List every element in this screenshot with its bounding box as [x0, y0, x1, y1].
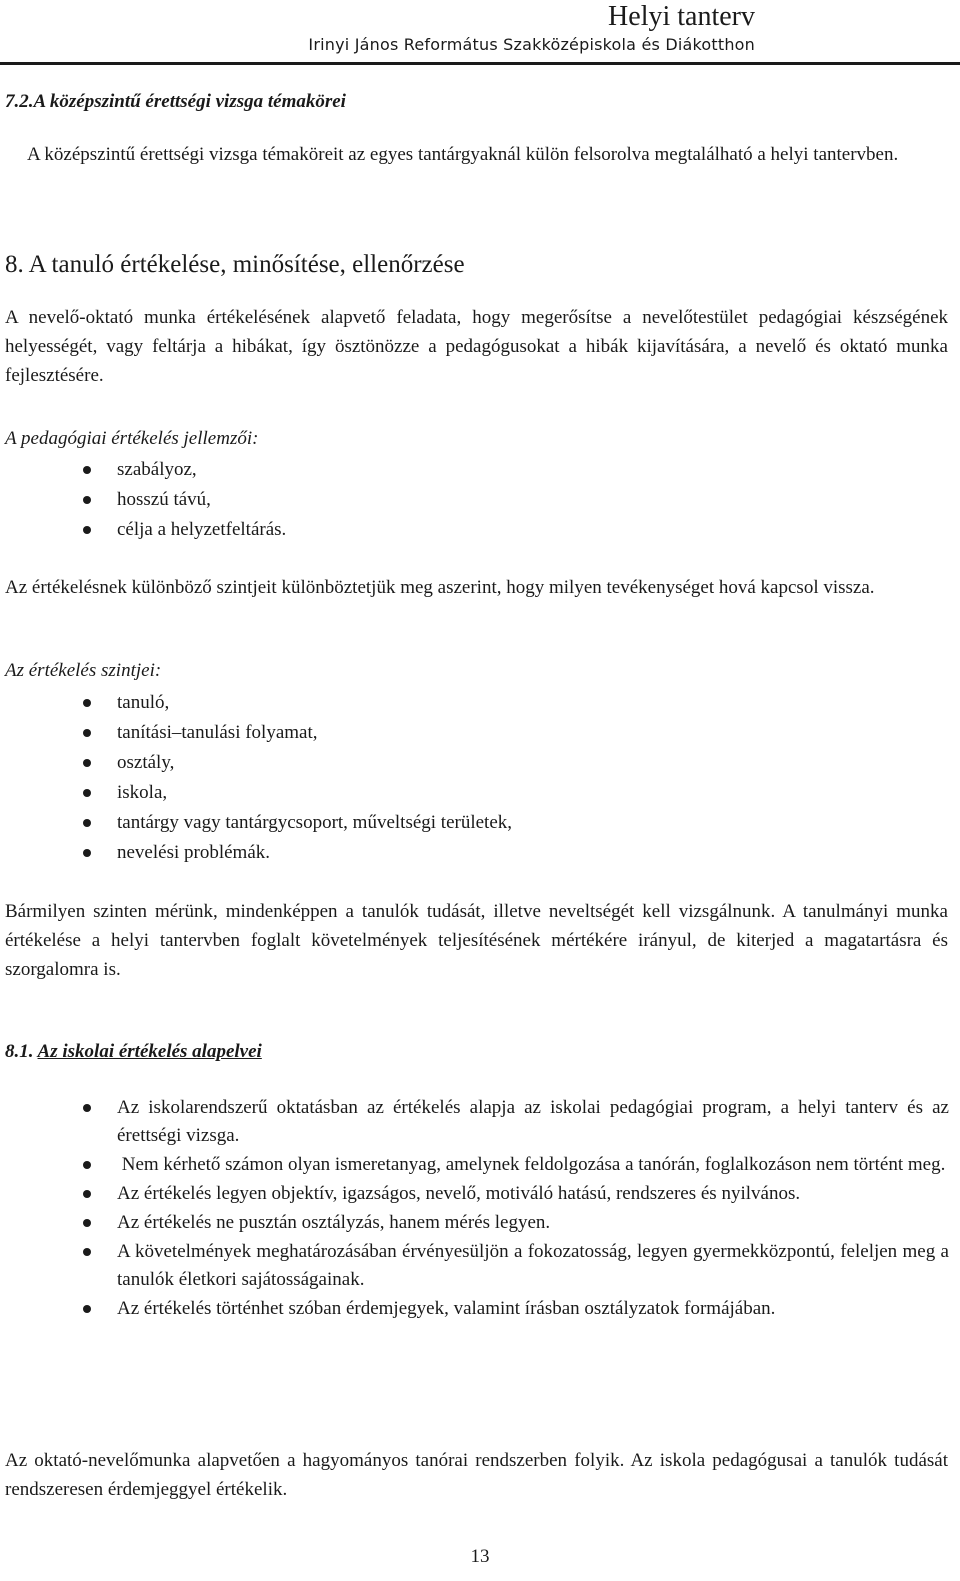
principles-list — [117, 1094, 949, 1324]
page-number: 13 — [470, 1546, 490, 1567]
list-item: nevelési problémák. — [117, 838, 947, 868]
bullet-icon — [83, 819, 91, 827]
header-subtitle: Irinyi János Református Szakközépiskola és Diákotthon — [308, 35, 755, 54]
bullet-icon — [83, 759, 91, 767]
list-item: iskola, — [117, 778, 947, 808]
bullet-icon — [83, 1190, 91, 1198]
list-item: Az értékelés legyen objektív, igazságos, nevelő, motiváló hatású, rendszeres és nyilvános. — [117, 1180, 949, 1208]
features-label: A pedagógiai értékelés jellemzői: — [5, 428, 259, 449]
bullet-icon — [83, 789, 91, 797]
list-item: tantárgy vagy tantárgycsoport, műveltségi területek, — [117, 808, 947, 838]
bullet-icon — [83, 729, 91, 737]
list-item: A követelmények meghatározásában érvényesüljön a fokozatosság, legyen gyermekközpontú, feleljen meg a tanulók életkori sajátosságainak. — [117, 1238, 949, 1294]
list-item: tanuló, — [117, 688, 947, 718]
bullet-icon — [83, 1219, 91, 1227]
bullet-icon — [83, 1305, 91, 1313]
features-list — [117, 455, 947, 545]
list-item: Nem kérhető számon olyan ismeretanyag, amelynek feldolgozása a tanórán, foglalkozáson nem történt meg. — [117, 1151, 949, 1179]
section-8-1-number: 8.1. — [5, 1041, 34, 1062]
list-item: tanítási–tanulási folyamat, — [117, 718, 947, 748]
section-8-closing: Bármilyen szinten mérünk, mindenképpen a tanulók tudását, illetve neveltségét kell vizsgálnunk. A tanulmányi munka értékelése a helyi tantervben foglalt követelmények teljesítésének mértékére irányul, de kiterjed a magatartásra és szorgalomra is. — [5, 901, 948, 980]
bullet-icon — [83, 1161, 91, 1169]
list-item: Az értékelés történhet szóban érdemjegyek, valamint írásban osztályzatok formájában. — [117, 1295, 949, 1323]
bullet-icon — [83, 466, 91, 474]
bullet-icon — [83, 526, 91, 534]
list-item: Az iskolarendszerű oktatásban az értékelés alapja az iskolai pedagógiai program, a helyi tanterv és az érettségi vizsga. — [117, 1094, 949, 1150]
section-7-2-paragraph — [5, 140, 948, 169]
header-title: Helyi tanterv — [608, 1, 755, 32]
list-item: osztály, — [117, 748, 947, 778]
section-7-2-text: A középszintű érettségi vizsga témaköreit az egyes tantárgyaknál külön felsorolva megtalálható a helyi tantervben. — [27, 144, 899, 165]
list-item: célja a helyzetfeltárás. — [117, 515, 947, 545]
header-rule — [0, 62, 960, 65]
bullet-icon — [83, 1248, 91, 1256]
section-8-1-final: Az oktató-nevelőmunka alapvetően a hagyományos tanórai rendszerben folyik. Az iskola pedagógusai a tanulók tudását rendszeresen érdemjeggyel értékelik. — [5, 1450, 948, 1500]
list-item: Az értékelés ne pusztán osztályzás, hanem mérés legyen. — [117, 1209, 949, 1237]
section-8-1-heading — [5, 1038, 948, 1066]
bullet-icon — [83, 849, 91, 857]
bullet-icon — [83, 699, 91, 707]
levels-intro: Az értékelésnek különböző szintjeit különböztetjük meg aszerint, hogy milyen tevékenységet hová kapcsol vissza. — [5, 577, 875, 598]
list-item: szabályoz, — [117, 455, 947, 485]
list-item: hosszú távú, — [117, 485, 947, 515]
levels-label: Az értékelés szintjei: — [5, 660, 162, 681]
bullet-icon — [83, 1104, 91, 1112]
section-7-2-heading: 7.2.A középszintű érettségi vizsga témakörei — [5, 91, 346, 112]
section-8-heading: 8. A tanuló értékelése, minősítése, ellenőrzése — [5, 251, 465, 278]
bullet-icon — [83, 496, 91, 504]
section-8-intro: A nevelő-oktató munka értékelésének alapvető feladata, hogy megerősítse a nevelőtestület pedagógiai készségének helyességét, vagy feltárja a hibákat, így ösztönözze a pedagógusokat a hibák kijavítására, a nevelő és oktató munka fejlesztésére. — [5, 307, 948, 386]
levels-list — [117, 688, 947, 868]
section-8-1-title: Az iskolai értékelés alapelvei — [37, 1041, 262, 1062]
